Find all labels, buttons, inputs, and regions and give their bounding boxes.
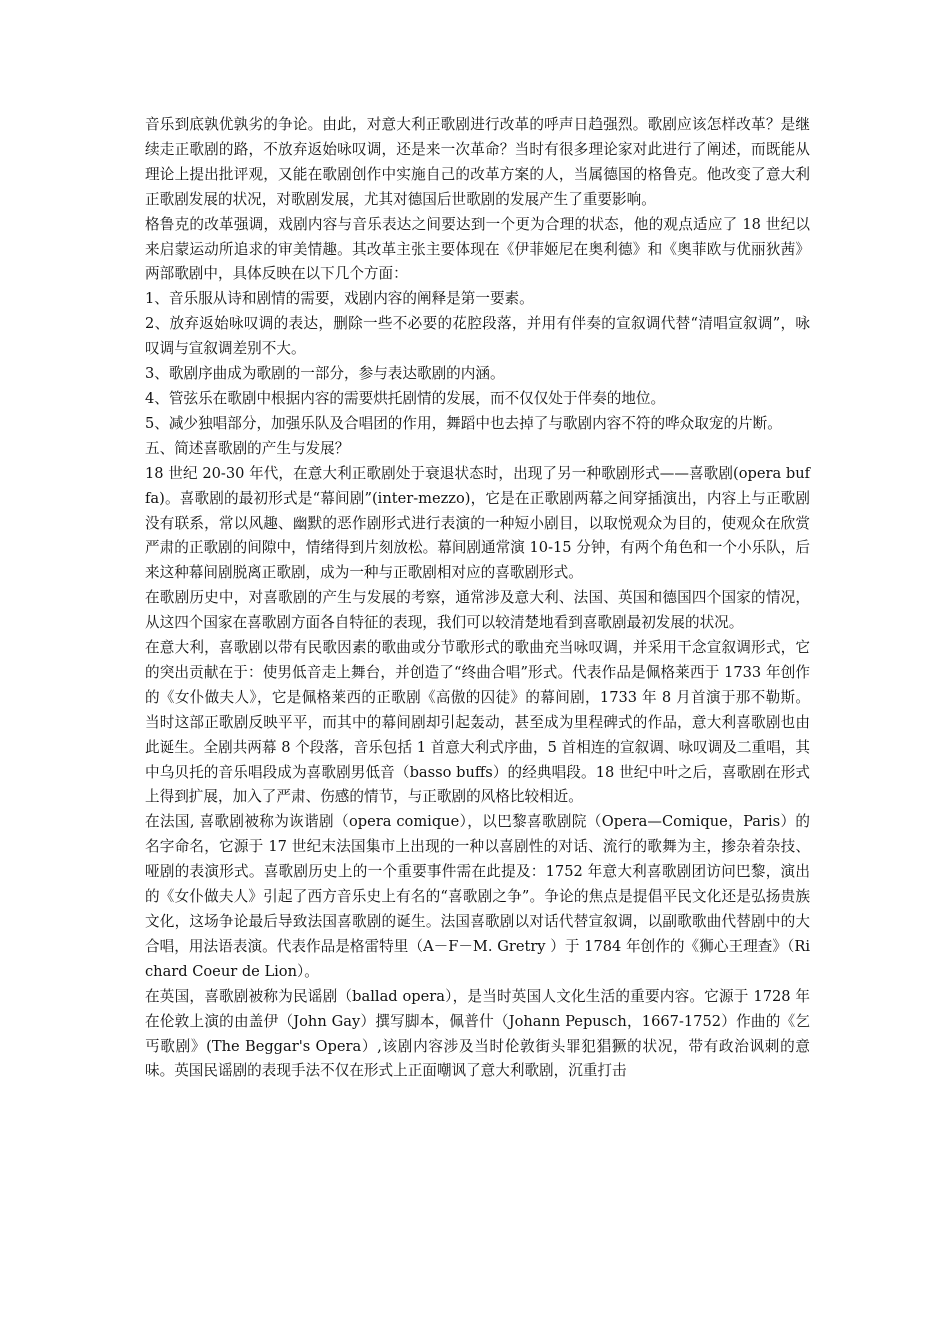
list-item-reform-4: 4、管弦乐在歌剧中根据内容的需要烘托剧情的发展，而不仅仅处于伴奏的地位。 <box>145 389 666 407</box>
paragraph-italy: 在意大利，喜歌剧以带有民歌因素的歌曲或分节歌形式的歌曲充当咏叹调，并采用干念宣叙调形式，它的突出贡献在于：使男低音走上舞台，并创造了“终曲合唱”形式。代表作品是佩格莱西于 1733 年创作的《女仆做夫人》，它是佩格莱西的正歌剧《高傲的囚徒》的幕间剧，1733 年 8 月首演于那不勒斯。当时这部正歌剧反映平平，而其中的幕间剧却引起轰动，甚至成为里程碑式的作品，意大利喜歌剧也由此诞生。全剧共两幕 8 个段落，音乐包括 1 首意大利式序曲，5 首相连的宣叙调、咏叹调及二重唱，其中乌贝托的音乐唱段成为喜歌剧男低音（basso buffs）的经典唱段。18 世纪中叶之后，喜歌剧在形式上得到扩展，加入了严肃、伤感的情节，与正歌剧的风格比较相近。 <box>145 639 810 806</box>
paragraph-four-countries: 在歌剧历史中，对喜歌剧的产生与发展的考察，通常涉及意大利、法国、英国和德国四个国家的情况，从这四个国家在喜歌剧方面各自特征的表现，我们可以较清楚地看到喜歌剧最初发展的状况。 <box>145 589 810 632</box>
paragraph-gluck-reform: 格鲁克的改革强调，戏剧内容与音乐表达之间要达到一个更为合理的状态，他的观点适应了 18 世纪以来启蒙运动所追求的审美情趣。其改革主张主要体现在《伊菲姬尼在奥利德》和《奥菲欧与优丽狄茜》两部歌剧中，具体反映在以下几个方面： <box>145 215 810 283</box>
paragraph-england: 在英国，喜歌剧被称为民谣剧（ballad opera），是当时英国人文化生活的重要内容。它源于 1728 年在伦敦上演的由盖伊（John Gay）撰写脚本，佩普什（Johann Pepusch，1667-1752）作曲的《乞丐歌剧》(The Beggar's Opera）,该剧内容涉及当时伦敦街头罪犯猖獗的状况，带有政治讽刺的意味。英国民谣剧的表现手法不仅在形式上正面嘲讽了意大利歌剧，沉重打击 <box>145 987 810 1080</box>
document-body <box>145 113 810 1084</box>
paragraph-france: 在法国, 喜歌剧被称为诙谐剧（opera comique），以巴黎喜歌剧院（Opera—Comique，Paris）的名字命名，它源于 17 世纪末法国集市上出现的一种以喜剧性的对话、流行的歌舞为主，掺杂着杂技、哑剧的表演形式。喜歌剧历史上的一个重要事件需在此提及：1752 年意大利喜歌剧团访问巴黎，演出的《女仆做夫人》引起了西方音乐史上有名的“喜歌剧之争”。争论的焦点是提倡平民文化还是弘扬贵族文化，这场争论最后导致法国喜歌剧的诞生。法国喜歌剧以对话代替宣叙调，以副歌歌曲代替剧中的大合唱，用法语表演。代表作品是格雷特里（A－F－M. Gretry ）于 1784 年创作的《狮心王理查》（Richard Coeur de Lion）。 <box>145 813 810 980</box>
paragraph-gluck-intro: 音乐到底孰优孰劣的争论。由此，对意大利正歌剧进行改革的呼声日趋强烈。歌剧应该怎样改革？是继续走正歌剧的路，不放弃返始咏叹调，还是来一次革命？当时有很多理论家对此进行了阐述，而既能从理论上提出批评观，又能在歌剧创作中实施自己的改革方案的人，当属德国的格鲁克。他改变了意大利正歌剧发展的状况，对歌剧发展，尤其对德国后世歌剧的发展产生了重要影响。 <box>145 116 810 208</box>
list-item-reform-2: 2、放弃返始咏叹调的表达，删除一些不必要的花腔段落，并用有伴奏的宣叙调代替“清唱宣叙调”，咏叹调与宣叙调差别不大。 <box>145 315 810 358</box>
list-item-reform-1: 1、音乐服从诗和剧情的需要，戏剧内容的阐释是第一要素。 <box>145 290 534 308</box>
list-item-reform-3: 3、歌剧序曲成为歌剧的一部分，参与表达歌剧的内涵。 <box>145 365 505 383</box>
list-item-reform-5: 5、减少独唱部分，加强乐队及合唱团的作用，舞蹈中也去掉了与歌剧内容不符的哗众取宠的片断。 <box>145 414 782 432</box>
section-heading-opera-buffa: 五、简述喜歌剧的产生与发展？ <box>145 439 350 457</box>
paragraph-opera-buffa-origin: 18 世纪 20-30 年代，在意大利正歌剧处于衰退状态时，出现了另一种歌剧形式——喜歌剧(opera buffa)。喜歌剧的最初形式是“幕间剧”(inter-mezzo)，它是在正歌剧两幕之间穿插演出，内容上与正歌剧没有联系，常以风趣、幽默的恶作剧形式进行表演的一种短小剧目，以取悦观众为目的，使观众在欣赏严肃的正歌剧的间隙中，情绪得到片刻放松。幕间剧通常演 10-15 分钟，有两个角色和一个小乐队，后来这种幕间剧脱离正歌剧，成为一种与正歌剧相对应的喜歌剧形式。 <box>145 464 810 582</box>
